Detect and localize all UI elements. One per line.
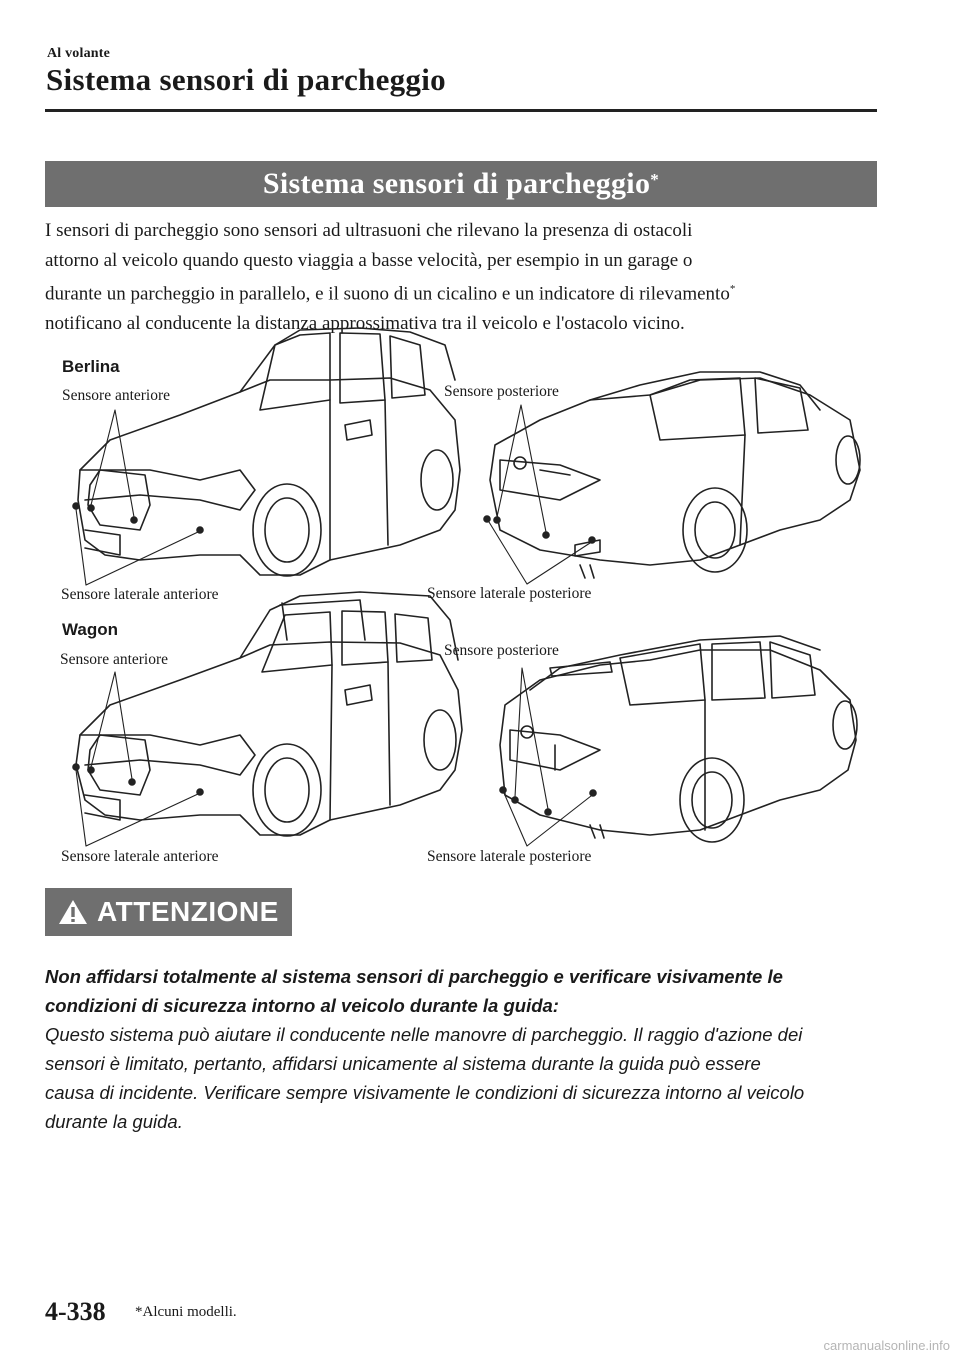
footnote: *Alcuni modelli. [135, 1304, 237, 1320]
intro-line: notificano al conducente la distanza approssimativa tra il veicolo e l'ostacolo vicino. [45, 312, 685, 334]
intro-line: attorno al veicolo quando questo viaggia a basse velocità, per esempio in un garage o [45, 249, 693, 271]
banner-title: Sistema sensori di parcheggio [262, 167, 651, 200]
warning-badge [45, 888, 292, 936]
page-number: 4-338 [45, 1297, 106, 1326]
warning-heading-line: Non affidarsi totalmente al sistema sensori di parcheggio e verificare visivamente le [45, 966, 783, 987]
warning-body-line: durante la guida. [45, 1111, 183, 1132]
intro-line: I sensori di parcheggio sono sensori ad ultrasuoni che rilevano la presenza di ostacoli [45, 220, 693, 241]
warning-body [45, 1020, 895, 1136]
warning-heading-line: condizioni di sicurezza intorno al veicolo durante la guida: [45, 995, 559, 1016]
wagon-front-side-sensor-label: Sensore laterale anteriore [61, 848, 219, 865]
section-label: Al volante [47, 46, 111, 61]
wagon-label: Wagon [62, 620, 119, 639]
warning-body-line: causa di incidente. Verificare sempre visivamente le condizioni di sicurezza intorno al veicolo [45, 1082, 805, 1103]
intro-line: durante un parcheggio in parallelo, e il suono di un cicalino e un indicatore di rilevamento* [45, 283, 736, 305]
wagon-rear-illustration [500, 636, 857, 842]
wagon-front-illustration [76, 592, 462, 836]
banner-asterisk: * [650, 170, 660, 189]
warning-label: ATTENZIONE [97, 896, 279, 927]
sedan-rear-side-sensor-label: Sensore laterale posteriore [427, 585, 592, 602]
warning-heading [45, 962, 895, 1020]
warning-triangle-icon [57, 898, 89, 926]
sedan-front-illustration [78, 328, 460, 576]
sedan-front-sensors [73, 410, 203, 585]
wagon-rear-sensors [500, 668, 596, 846]
watermark: carmanualsonline.info [823, 1338, 950, 1353]
warning-body-line: sensori è limitato, pertanto, affidarsi unicamente al sistema durante la guida può essere [45, 1053, 761, 1074]
intro-asterisk: * [729, 283, 736, 295]
sedan-rear-sensor-label: Sensore posteriore [444, 383, 559, 400]
sedan-front-side-sensor-label: Sensore laterale anteriore [61, 586, 219, 603]
wagon-rear-sensor-label: Sensore posteriore [444, 642, 559, 659]
wagon-front-sensor-label: Sensore anteriore [60, 651, 169, 668]
page-title: Sistema sensori di parcheggio [46, 62, 446, 97]
sedan-label: Berlina [62, 357, 120, 376]
sedan-front-sensor-label: Sensore anteriore [62, 387, 171, 404]
sedan-rear-illustration [490, 372, 860, 578]
wagon-rear-side-sensor-label: Sensore laterale posteriore [427, 848, 592, 865]
warning-body-line: Questo sistema può aiutare il conducente nelle manovre di parcheggio. Il raggio d'azione dei [45, 1024, 803, 1045]
